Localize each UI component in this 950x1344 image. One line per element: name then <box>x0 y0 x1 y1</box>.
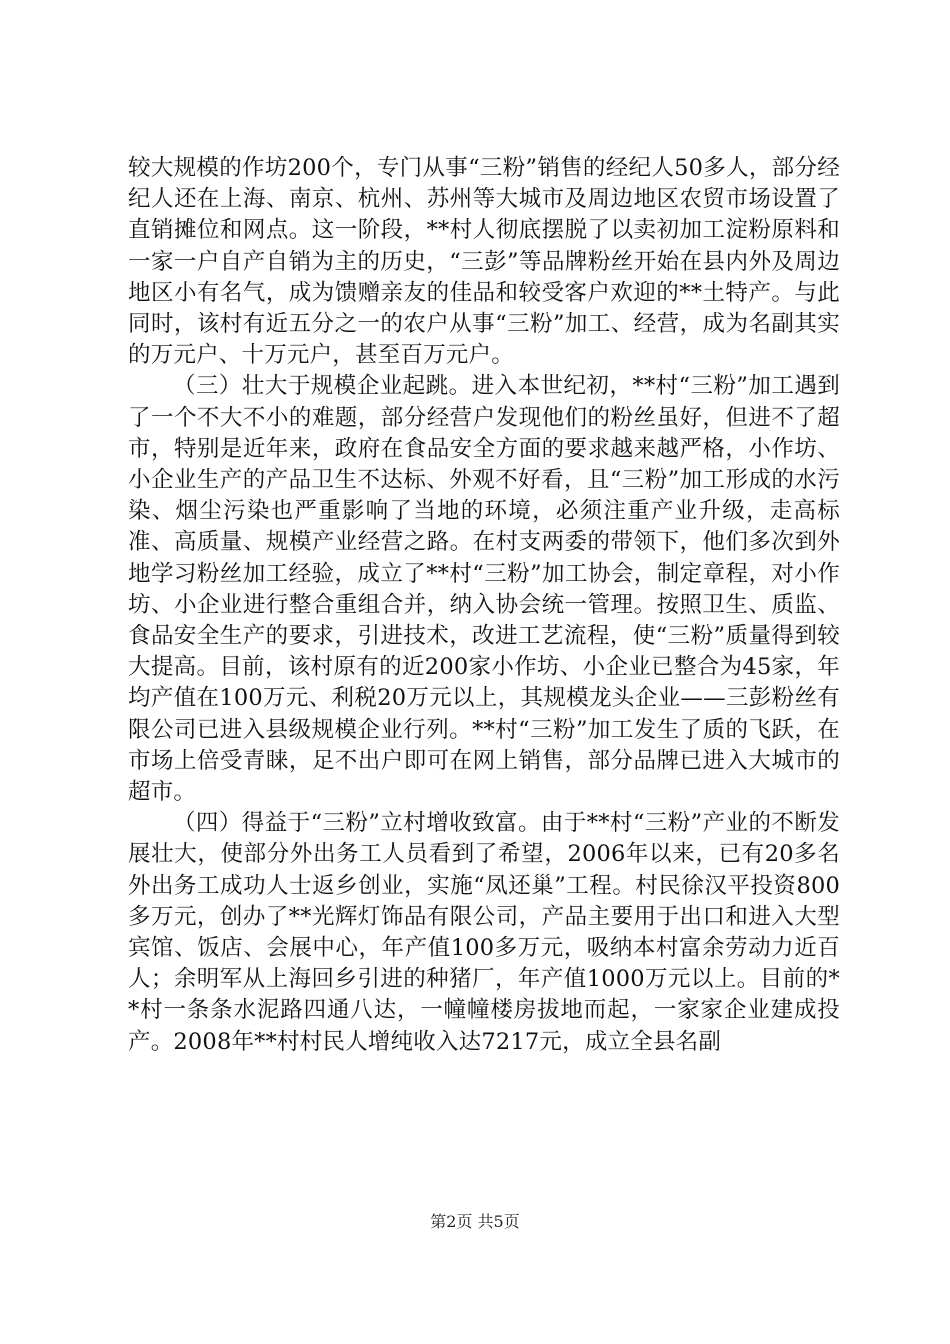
paragraph-2: （三）壮大于规模企业起跳。进入本世纪初，**村“三粉”加工遇到了一个不大不小的难题，部分经营户发现他们的粉丝虽好，但进不了超市，特别是近年来，政府在食品安全方面的要求越来越严格，小作坊、小企业生产的产品卫生不达标、外观不好看，且“三粉”加工形成的水污染、烟尘污染也严重影响了当地的环境，必须注重产业升级，走高标准、高质量、规模产业经营之路。在村支两委的带领下，他们多次到外地学习粉丝加工经验，成立了**村“三粉”加工协会，制定章程，对小作坊、小企业进行整合重组合并，纳入协会统一管理。按照卫生、质监、食品安全生产的要求，引进技术，改进工艺流程，使“三粉”质量得到较大提高。目前，该村原有的近200家小作坊、小企业已整合为45家，年均产值在100万元、利税20万元以上，其规模龙头企业——三彭粉丝有限公司已进入县级规模企业行列。**村“三粉”加工发生了质的飞跃，在市场上倍受青睐，足不出户即可在网上销售，部分品牌已进入大城市的超市。 <box>128 373 840 806</box>
page-number-footer: 第2页 共5页 <box>430 1212 520 1231</box>
document-body <box>128 153 840 1058</box>
paragraph-1: 较大规模的作坊200个，专门从事“三粉”销售的经纪人50多人，部分经纪人还在上海、南京、杭州、苏州等大城市及周边地区农贸市场设置了直销摊位和网点。这一阶段，**村人彻底摆脱了以卖初加工淀粉原料和一家一户自产自销为主的历史，“三彭”等品牌粉丝开始在县内外及周边地区小有名气，成为馈赠亲友的佳品和较受客户欢迎的**土特产。与此同时，该村有近五分之一的农户从事“三粉”加工、经营，成为名副其实的万元户、十万元户，甚至百万元户。 <box>128 155 840 369</box>
paragraph-3: （四）得益于“三粉”立村增收致富。由于**村“三粉”产业的不断发展壮大，使部分外出务工人员看到了希望，2006年以来，已有20多名外出务工成功人士返乡创业，实施“凤还巢”工程。村民徐汉平投资800多万元，创办了**光辉灯饰品有限公司，产品主要用于出口和进入大型宾馆、饭店、会展中心，年产值100多万元，吸纳本村富余劳动力近百人；余明军从上海回乡引进的种猪厂，年产值1000万元以上。目前的**村一条条水泥路四通八达，一幢幢楼房拔地而起，一家家企业建成投产。2008年**村村民人增纯收入达7217元，成立全县名副 <box>128 810 840 1055</box>
